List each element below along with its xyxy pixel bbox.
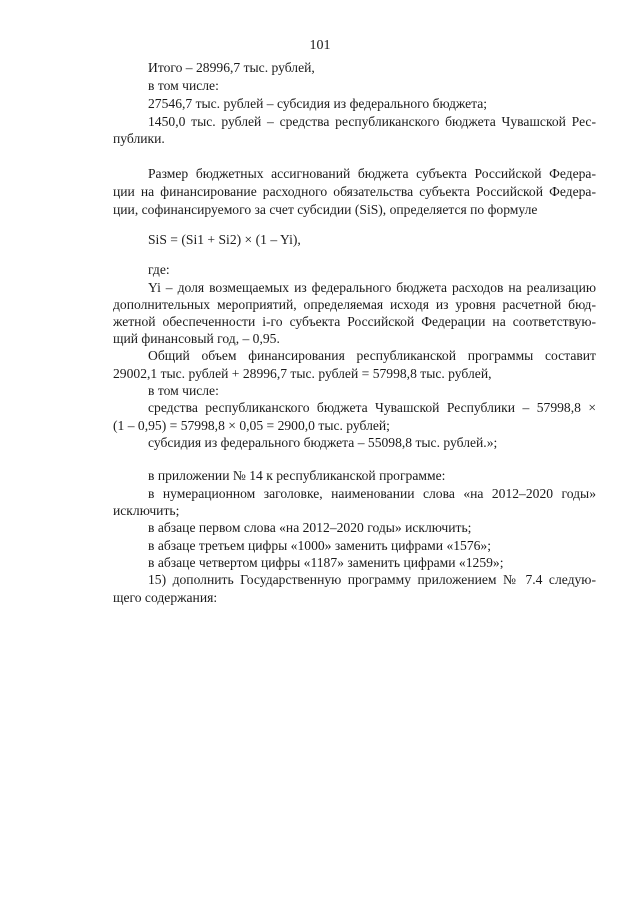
text-line: где: <box>148 262 170 277</box>
text-line: 27546,7 тыс. рублей – субсидия из федерального бюджета; <box>148 96 488 111</box>
text-line: дополнительных мероприятий, определяемая исходя из уровня расчетной бюд- <box>113 297 596 312</box>
text-line: в приложении № 14 к республиканской программе: <box>148 468 446 483</box>
text-line: в том числе: <box>148 78 219 93</box>
text-line: Итого – 28996,7 тыс. рублей, <box>148 60 315 75</box>
text-line: щий финансовый год, – 0,95. <box>113 331 280 346</box>
text-line: Общий объем финансирования республиканской программы составит <box>148 348 596 363</box>
text-line: в абзаце первом слова «на 2012–2020 годы» исключить; <box>148 520 472 535</box>
text-line: (1 – 0,95) = 57998,8 × 0,05 = 2900,0 тыс. рублей; <box>113 418 390 433</box>
page-number: 101 <box>309 38 331 53</box>
text-line: в том числе: <box>148 383 219 398</box>
text-line: средства республиканского бюджета Чувашской Республики – 57998,8 × <box>148 400 596 415</box>
text-line: ции на финансирование расходного обязательства субъекта Российской Федера- <box>113 184 596 199</box>
text-line: 1450,0 тыс. рублей – средства республиканского бюджета Чувашской Рес- <box>148 114 596 129</box>
text-line: публики. <box>113 131 165 146</box>
text-line: субсидия из федерального бюджета – 55098,8 тыс. рублей.»; <box>148 435 498 450</box>
text-line: в абзаце четвертом цифры «1187» заменить цифрами «1259»; <box>148 555 504 570</box>
text-line: исключить; <box>113 503 180 518</box>
text-line: Размер бюджетных ассигнований бюджета субъекта Российской Федера- <box>148 166 596 181</box>
text-line: 15) дополнить Государственную программу приложением № 7.4 следую- <box>148 572 596 587</box>
text-line: в абзаце третьем цифры «1000» заменить цифрами «1576»; <box>148 538 492 553</box>
text-line: жетной обеспеченности i-го субъекта Российской Федерации на соответствую- <box>113 314 596 329</box>
text-line: Yi – доля возмещаемых из федерального бюджета расходов на реализацию <box>148 280 596 295</box>
text-line: в нумерационном заголовке, наименовании слова «на 2012–2020 годы» <box>148 486 596 501</box>
formula: SiS = (Si1 + Si2) × (1 – Yi), <box>148 232 301 247</box>
text-line: 29002,1 тыс. рублей + 28996,7 тыс. рублей = 57998,8 тыс. рублей, <box>113 366 492 381</box>
text-line: ции, софинансируемого за счет субсидии (SiS), определяется по формуле <box>113 202 538 217</box>
text-line: щего содержания: <box>113 590 218 605</box>
